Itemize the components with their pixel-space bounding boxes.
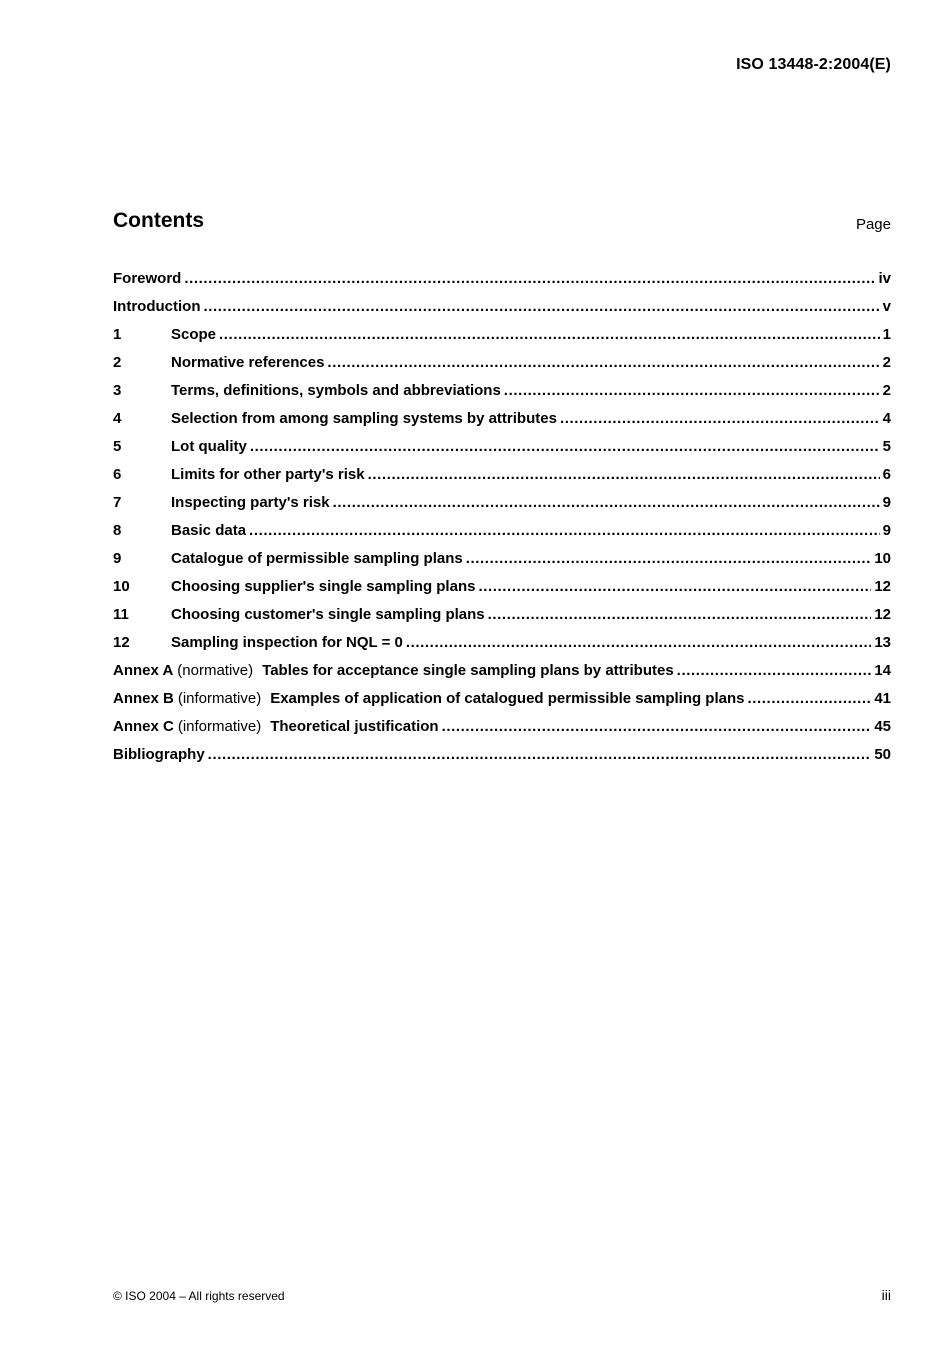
toc-entry[interactable] [113,601,891,629]
toc-entry-number: 7 [113,494,122,511]
toc-entry-page: 13 [874,634,891,651]
toc-dot-leader [219,321,880,349]
toc-entry-page: 9 [882,522,891,539]
toc-dot-leader [560,405,880,433]
toc-dot-leader [488,601,872,629]
toc-entry-annex-type: (normative) [177,662,254,679]
toc-entry-page: 5 [882,438,891,455]
toc-dot-leader [442,713,872,741]
toc-entry[interactable] [113,265,891,293]
toc-entry-title: Choosing customer's single sampling plans [171,606,485,623]
toc-entry-title: Catalogue of permissible sampling plans [171,550,463,567]
toc-entry-page: 1 [882,326,891,343]
page-column-label: Page [855,216,891,233]
toc-entry[interactable] [113,545,891,573]
contents-heading: Contents [113,209,204,232]
toc-entry-title: Sampling inspection for NQL = 0 [171,634,403,651]
toc-entry-title: Scope [171,326,217,343]
toc-entry-annex: Annex B [113,690,174,707]
toc-dot-leader [466,545,872,573]
toc-entry-page: 10 [874,550,891,567]
toc-entry-title: Basic data [171,522,247,539]
toc-entry-title: Bibliography [113,746,205,763]
toc-dot-leader [203,293,879,321]
toc-dot-leader [504,377,880,405]
toc-entry-page: 50 [874,746,891,763]
toc-entry-title: Theoretical justification [270,718,439,735]
toc-entry-annex-type: (informative) [177,690,262,707]
toc-entry-title: Examples of application of catalogued permissible sampling plans [270,690,745,707]
toc-entry-page: 12 [874,606,891,623]
toc-entry-annex-type: (informative) [177,718,262,735]
toc-dot-leader [406,629,871,657]
toc-entry-annex: Annex A [113,662,174,679]
toc-entry-number: 2 [113,354,122,371]
toc-entry[interactable] [113,433,891,461]
toc-entry-page: 6 [882,466,891,483]
toc-dot-leader [677,657,872,685]
toc-entry-title: Introduction [113,298,201,315]
toc-entry[interactable] [113,517,891,545]
toc-entry-number: 10 [113,578,130,595]
toc-entry-title: Choosing supplier's single sampling plans [171,578,476,595]
toc-dot-leader [333,489,880,517]
toc-dot-leader [747,685,871,713]
toc-entry-title: Foreword [113,270,182,287]
toc-entry-number: 12 [113,634,130,651]
toc-dot-leader [249,517,880,545]
toc-entry-title: Limits for other party's risk [171,466,365,483]
toc-entry[interactable] [113,713,891,741]
toc-entry-page: 2 [882,382,891,399]
toc-dot-leader [368,461,880,489]
toc-entry-title: Normative references [171,354,325,371]
footer-page-number: iii [881,1287,891,1303]
toc-entry[interactable] [113,321,891,349]
toc-entry-title: Tables for acceptance single sampling plans by attributes [262,662,674,679]
toc-entry[interactable] [113,629,891,657]
toc-entry[interactable] [113,377,891,405]
toc-entry-annex: Annex C [113,718,174,735]
toc-dot-leader [184,265,875,293]
toc-entry-page: 12 [874,578,891,595]
toc-entry[interactable] [113,685,891,713]
document-id: ISO 13448-2:2004(E) [736,56,891,73]
toc-entry[interactable] [113,489,891,517]
toc-entry[interactable] [113,405,891,433]
toc-entry-number: 8 [113,522,122,539]
toc-dot-leader [208,741,872,769]
toc-entry[interactable] [113,741,891,769]
toc-entry-page: 2 [882,354,891,371]
toc-dot-leader [327,349,879,377]
toc-entry-number: 6 [113,466,122,483]
toc-entry-page: 9 [882,494,891,511]
toc-entry-number: 1 [113,326,122,343]
toc-entry-number: 3 [113,382,122,399]
toc-entry-number: 11 [113,606,129,623]
toc-entry[interactable] [113,573,891,601]
toc-entry-title: Inspecting party's risk [171,494,330,511]
toc-entry-number: 9 [113,550,122,567]
toc-entry[interactable] [113,293,891,321]
toc-entry[interactable] [113,461,891,489]
toc-entry-page: v [882,298,891,315]
toc-entry-title: Lot quality [171,438,247,455]
toc-entry[interactable] [113,349,891,377]
toc-entry-number: 4 [113,410,122,427]
toc-entry-title: Selection from among sampling systems by attributes [171,410,557,427]
toc-entry-title: Terms, definitions, symbols and abbreviations [171,382,501,399]
toc-entry-page: 4 [882,410,891,427]
footer-copyright: © ISO 2004 – All rights reserved [113,1289,285,1303]
toc-entry-page: 41 [874,690,891,707]
toc-dot-leader [250,433,880,461]
toc-entry-page: iv [878,270,891,287]
toc-dot-leader [478,573,871,601]
toc-entry-page: 14 [874,662,891,679]
table-of-contents [113,265,891,769]
toc-entry-page: 45 [874,718,891,735]
toc-entry-number: 5 [113,438,122,455]
toc-entry[interactable] [113,657,891,685]
